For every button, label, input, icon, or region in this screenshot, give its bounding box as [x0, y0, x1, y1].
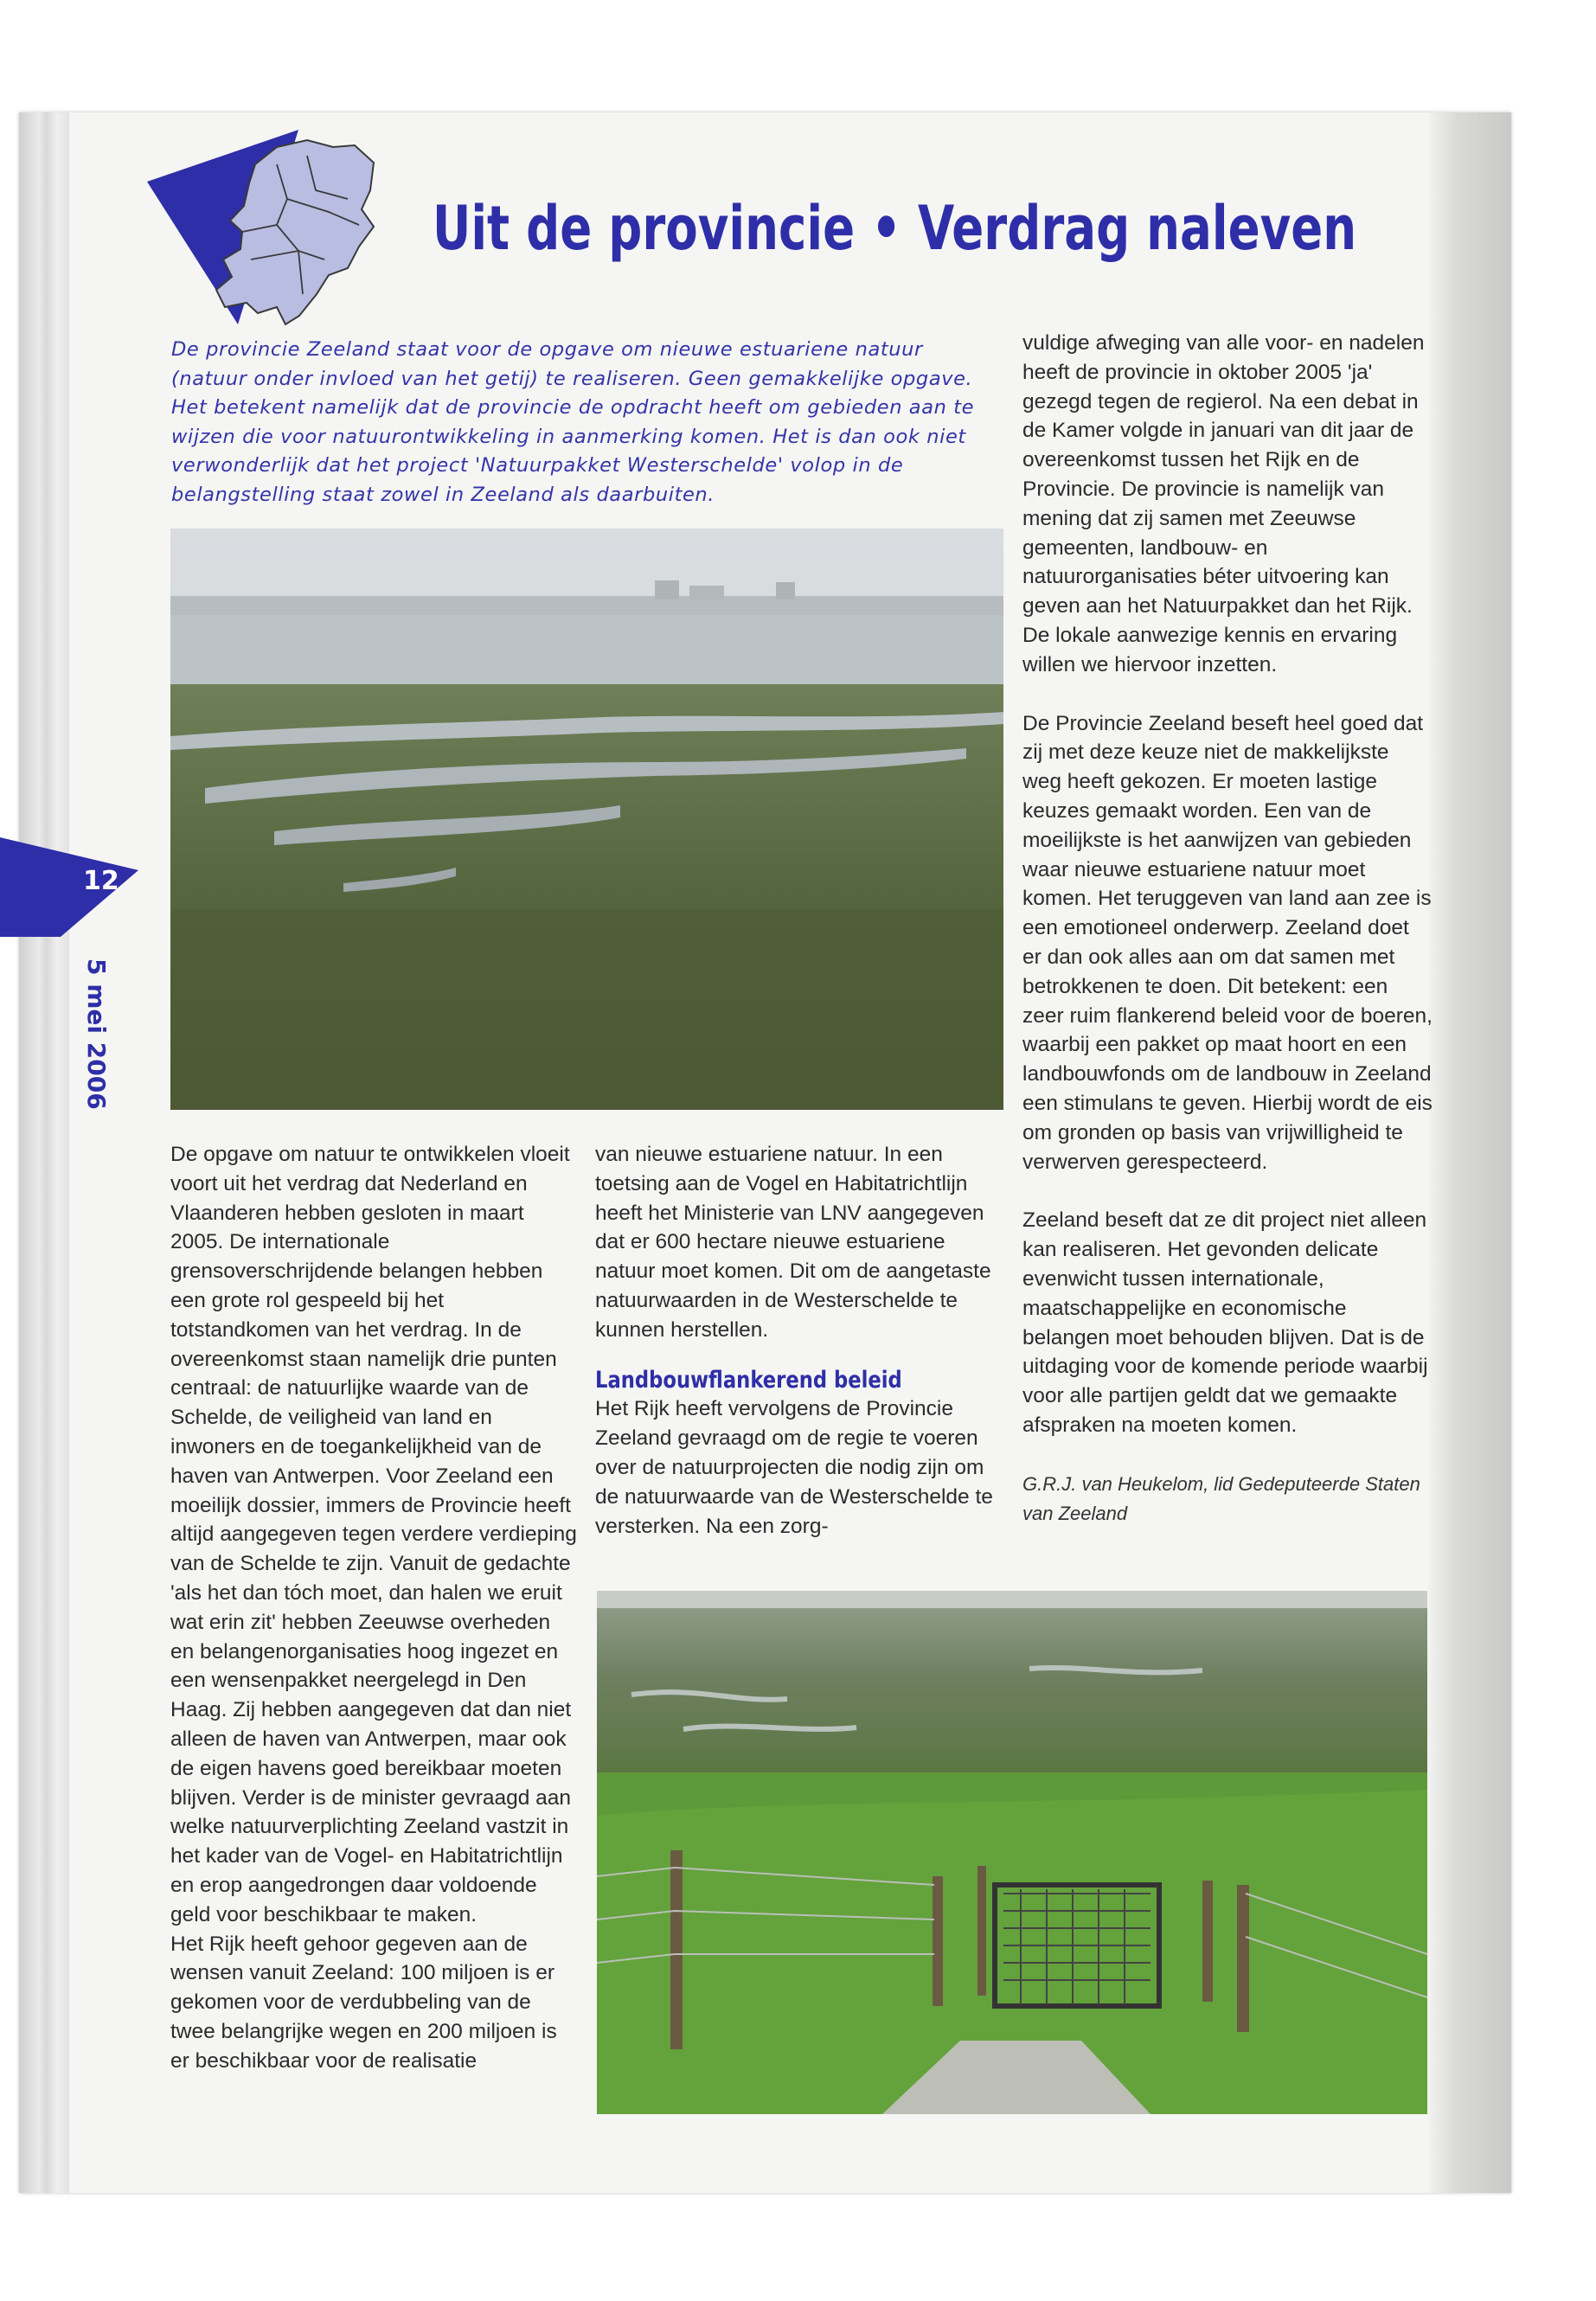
issue-date: 5 mei 2006 — [82, 958, 111, 1110]
article-column-2 — [595, 1140, 1002, 1570]
article-column-3 — [1022, 329, 1433, 1558]
body-paragraph: Zeeland beseft dat ze dit project niet alleen kan realiseren. Het gevonden delicate evenwicht tussen internationale, maatschappelijke en economische belangen moet behouden blijven. Dat is de uitdaging voor de komende periode waarbij voor alle partijen geldt dat we gemaakte afspraken na moeten komen. — [1022, 1208, 1428, 1437]
section-heading: Landbouwflankerend beleid — [595, 1366, 902, 1394]
body-paragraph: Het Rijk heeft gehoor gegeven aan de wensen vanuit Zeeland: 100 miljoen is er gekomen voor de verdubbeling van de twee belangrijke wegen en 200 miljoen is er beschikbaar voor de realisatie — [170, 1932, 557, 2073]
body-paragraph: van nieuwe estuariene natuur. In een toetsing aan de Vogel en Habitatrichtlijn heeft het Ministerie van LNV aangegeven dat er 600 hectare nieuwe estuariene natuur moet komen. Dit om de aangetaste natuurwaarden in de Westerschelde te kunnen herstellen. — [595, 1143, 991, 1342]
page-title: Uit de provincie • Verdrag naleven — [433, 193, 1357, 264]
article-column-1 — [170, 1140, 577, 2106]
body-paragraph: vuldige afweging van alle voor- en nadelen heeft de provincie in oktober 2005 'ja' gezegd tegen de regierol. Na een debat in de Kamer volgde in januari van dit jaar de overeenkomst tussen het Rijk en de Provincie. De provincie is namelijk van mening dat zij samen met Zeeuwse gemeenten, landbouw- en natuurorganisaties béter uitvoering kan geven aan het Natuurpakket dan het Rijk. De lokale aanwezige kennis en ervaring willen we hiervoor inzetten. — [1022, 331, 1425, 676]
page-number: 12 — [83, 866, 119, 896]
next-page-edge — [1428, 112, 1511, 2193]
netherlands-map-icon — [147, 130, 379, 333]
body-paragraph: Het Rijk heeft vervolgens de Provincie Zeeland gevraagd om de regie te voeren over de natuurprojecten die nodig zijn om de natuurwaarde van de Westerschelde te versterken. Na een zorg- — [595, 1397, 993, 1538]
intro-paragraph: De provincie Zeeland staat voor de opgave om nieuwe estuariene natuur (natuur onder invloed van het getij) te realiseren. Geen gemakkelijke opgave. Het betekent namelijk dat de provincie de opdracht heeft om gebieden aan te wijzen die voor natuurontwikkeling in aanmerking komen. Het is dan ook niet verwonderlijk dat het project 'Natuurpakket Westerschelde' volop in de belangstelling staat zowel in Zeeland als daarbuiten. — [171, 338, 975, 506]
salt-marsh-photo — [170, 529, 1003, 1110]
body-paragraph: De opgave om natuur te ontwikkelen vloeit voort uit het verdrag dat Nederland en Vlaanderen hebben gesloten in maart 2005. De internationale grensoverschrijdende belangen hebben een grote rol gespeeld bij het totstandkomen van het verdrag. In de overeenkomst staan namelijk drie punten centraal: de natuurlijke waarde van de Schelde, de veiligheid van land en inwoners en de toegankelijkheid van de haven van Antwerpen. Voor Zeeland een moeilijk dossier, immers de Provincie heeft altijd aangegeven tegen verdere verdieping van de Schelde te zijn. Vanuit de gedachte 'als het dan tóch moet, dan halen we eruit wat erin zit' hebben Zeeuwse overheden en belangenorganisaties hoog ingezet en een wensenpakket neergelegd in Den Haag. Zij hebben aangegeven dat dan niet alleen de haven van Antwerpen, maar ook de eigen havens goed bereikbaar moeten blijven. Verder is de minister gevraagd aan welke natuurverplichting Zeeland vastzit in het kader van de Vogel- en Habitatrichtlijn en erop aangedrongen daar voldoende geld voor beschikbaar te maken. — [170, 1143, 577, 1926]
author-signature: G.R.J. van Heukelom, lid Gedeputeerde Staten van Zeeland — [1022, 1472, 1420, 1524]
body-paragraph: De Provincie Zeeland beseft heel goed dat zij met deze keuze niet de makkelijkste weg heeft gekozen. Er moeten lastige keuzes gemaakt worden. Een van de moeilijkste is het aanwijzen van gebieden waar nieuwe estuariene natuur moet komen. Het teruggeven van land aan zee is een emotioneel onderwerp. Zeeland doet er dan ook alles aan om dat samen met betrokkenen te doen. Dit betekent: een zeer ruim flankerend beleid voor de boeren, waarbij een pakket op maat hoort en een landbouwfonds om de landbouw in Zeeland een stimulans te geven. Hierbij wordt de eis om gronden op basis van vrijwilligheid te verwerven gerespecteerd. — [1022, 711, 1433, 1174]
dike-gate-photo — [597, 1591, 1427, 2114]
binding-spine — [19, 112, 69, 2193]
